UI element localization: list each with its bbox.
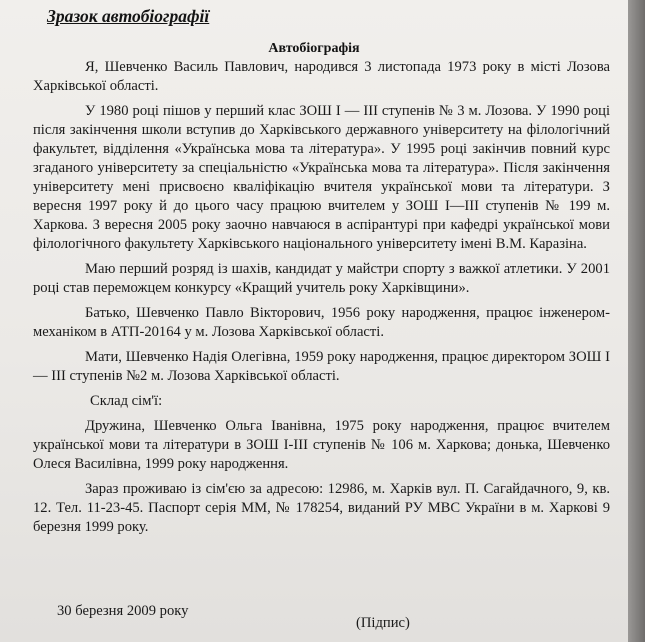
document-footer — [0, 603, 628, 633]
paragraph-achievements: Маю перший розряд із шахів, кандидат у майстри спорту з важкої атлетики. У 2001 році став переможцем конкурсу «Кращий учитель року Харківщини». — [33, 261, 610, 296]
paragraph-family: Дружина, Шевченко Ольга Іванівна, 1975 року народження, працює вчителем української мови та літератури в ЗОШ І-ІІІ ступенів № 106 м. Харкова; донька, Шевченко Олеся Василівна, 1999 року народження. — [33, 418, 610, 472]
paragraph-intro: Я, Шевченко Василь Павлович, народився 3 листопада 1973 року в місті Лозова Харківської області. — [33, 59, 610, 94]
paragraph-mother: Мати, Шевченко Надія Олегівна, 1959 року народження, працює директором ЗОШ І — ІІІ ступенів №2 м. Лозова Харківської області. — [33, 349, 610, 384]
autobiography-body — [33, 58, 610, 543]
paragraph-father: Батько, Шевченко Павло Вікторович, 1956 року народження, працює інженером-механіком в АТП-20164 у м. Лозова Харківської області. — [33, 305, 610, 340]
document-heading: Зразок автобіографії — [47, 6, 210, 26]
paragraph-family-heading: Склад сім'ї: — [90, 393, 163, 409]
document-date: 30 березня 2009 року — [57, 603, 189, 619]
paragraph-address: Зараз проживаю із сім'єю за адресою: 12986, м. Харків вул. П. Сагайдачного, 9, кв. 12. Тел. 11-23-45. Паспорт серія ММ, № 178254, виданий РУ МВС України в м. Харкові 9 березня 1999 року. — [33, 481, 610, 535]
signature-placeholder: (Підпис) — [356, 615, 410, 631]
document-title: Автобіографія — [268, 41, 360, 56]
page-edge-shadow — [628, 0, 645, 642]
paragraph-education: У 1980 році пішов у перший клас ЗОШ І — ІІІ ступенів № 3 м. Лозова. У 1990 році після закінчення школи вступив до Харківського державного університету на філологічний факультет, відділення «Українська мова та література». У 1995 році закінчив повний курс згаданого університету за спеціальністю «Українська мова та література». Після закінчення університету мені присвоєно кваліфікацію вчителя української мови та літератури. З вересня 1997 року й до цього часу працюю вчителем у ЗОШ І—ІІІ ступенів № 199 м. Харкова. З вересня 2005 року заочно навчаюся в аспірантурі при кафедрі української мови філологічного факультету Харківського національного університету імені В.М. Каразіна. — [33, 103, 610, 252]
